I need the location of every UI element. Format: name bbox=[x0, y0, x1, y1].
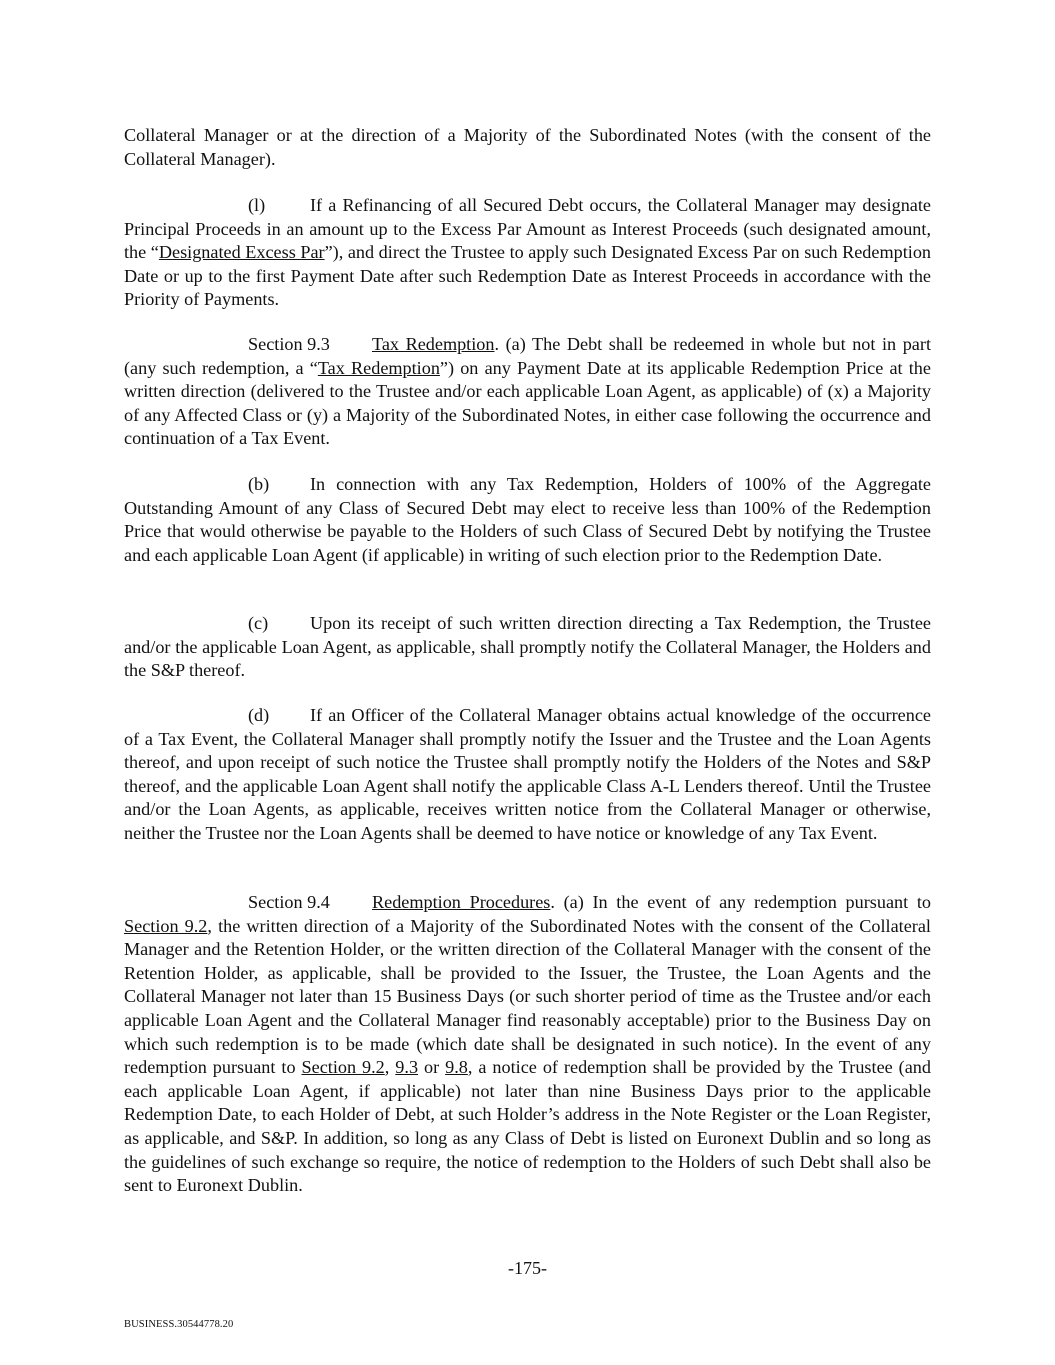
section-9-3: Section 9.3 Tax Redemption. (a) The Debt shall be redeemed in whole but not in part (any such redemption, a “Tax Redemption”) on any Payment Date at its applicable Redemption Price at the written direction (delivered to the Trustee and/or each applicable Loan Agent, as applicable) of (x) a Majority of any Affected Class or (y) a Majority of the Subordinated Notes, in either case following the occurrence and continuation of a Tax Event. bbox=[124, 334, 931, 449]
defined-term-tax-redemption: Tax Redemption bbox=[317, 357, 440, 378]
paragraph-l-label: (l) bbox=[248, 195, 266, 215]
document-id: BUSINESS.30544778.20 bbox=[124, 1319, 234, 1330]
section-9-3-label: Section 9.3 bbox=[248, 334, 330, 354]
cross-ref-section-9-2-second: Section 9.2 bbox=[301, 1057, 385, 1078]
section-9-3-heading: Tax Redemption bbox=[372, 334, 495, 354]
cross-ref-section-9-8: 9.8 bbox=[445, 1057, 468, 1078]
paragraph-b-label: (b) bbox=[248, 474, 270, 494]
cross-ref-section-9-3: 9.3 bbox=[395, 1057, 419, 1078]
paragraph-continuation: Collateral Manager or at the direction of a Majority of the Subordinated Notes (with the consent of the Collateral Manager). bbox=[124, 125, 931, 169]
section-9-4-heading: Redemption Procedures bbox=[372, 892, 551, 912]
paragraph-c: (c) Upon its receipt of such written direction directing a Tax Redemption, the Trustee and/or the applicable Loan Agent, as applicable, shall promptly notify the Collateral Manager, the Holders and the S&P thereof. bbox=[124, 613, 931, 681]
cross-ref-section-9-2: Section 9.2 bbox=[124, 915, 208, 936]
paragraph-b: (b) In connection with any Tax Redemption, Holders of 100% of the Aggregate Outstanding Amount of any Class of Secured Debt may elect to receive less than 100% of the Redemption Price that would otherwise be payable to the Holders of such Class of Secured Debt by notifying the Trustee and each applicable Loan Agent (if applicable) in writing of such election prior to the Redemption Date. bbox=[124, 474, 931, 565]
section-9-4: Section 9.4 Redemption Procedures. (a) In the event of any redemption pursuant to Section 9.2, the written direction of a Majority of the Subordinated Notes with the consent of the Collateral Manager and the Retention Holder, or the written direction of the Collateral Manager with the consent of the Retention Holder, as applicable, shall be provided to the Issuer, the Trustee, the Loan Agents and the Collateral Manager not later than 15 Business Days (or such shorter period of time as the Trustee and/or each applicable Loan Agent and the Collateral Manager find reasonably acceptable) prior to the Business Day on which such redemption is to be made (which date shall be designated in such notice). In the event of any redemption pursuant to Section 9.2, 9.3 or 9.8, a notice of redemption shall be provided by the Trustee (and each applicable Loan Agent, if applicable) not later than nine Business Days prior to the applicable Redemption Date, to each Holder of Debt, at such Holder’s address in the Note Register or the Loan Register, as applicable, and S&P. In addition, so long as any Class of Debt is listed on Euronext Dublin and so long as the guidelines of such exchange so require, the notice of redemption to the Holders of such Debt shall also be sent to Euronext Dublin. bbox=[124, 892, 931, 1196]
paragraph-c-label: (c) bbox=[248, 613, 269, 633]
paragraph-l: (l) If a Refinancing of all Secured Debt occurs, the Collateral Manager may designate Principal Proceeds in an amount up to the Excess Par Amount as Interest Proceeds (such designated amount, the “Designated Excess Par”), and direct the Trustee to apply such Designated Excess Par on such Redemption Date or up to the first Payment Date after such Redemption Date as Interest Proceeds in accordance with the Priority of Payments. bbox=[124, 195, 932, 310]
page-number: -175- bbox=[508, 1258, 547, 1278]
defined-term-designated-excess-par: Designated Excess Par bbox=[158, 242, 325, 263]
section-9-4-label: Section 9.4 bbox=[248, 892, 330, 912]
paragraph-d: (d) If an Officer of the Collateral Manager obtains actual knowledge of the occurrence of a Tax Event, the Collateral Manager shall promptly notify the Issuer and the Trustee and the Loan Agents thereof, and upon receipt of such notice the Trustee shall promptly notify the Holders of the Notes and S&P thereof, and the applicable Loan Agent shall notify the applicable Class A-L Lenders thereof. Until the Trustee and/or the Loan Agents, as applicable, receives written notice from the Collateral Manager or otherwise, neither the Trustee nor the Loan Agents shall be deemed to have notice or knowledge of any Tax Event. bbox=[124, 705, 931, 843]
paragraph-d-label: (d) bbox=[248, 705, 270, 725]
